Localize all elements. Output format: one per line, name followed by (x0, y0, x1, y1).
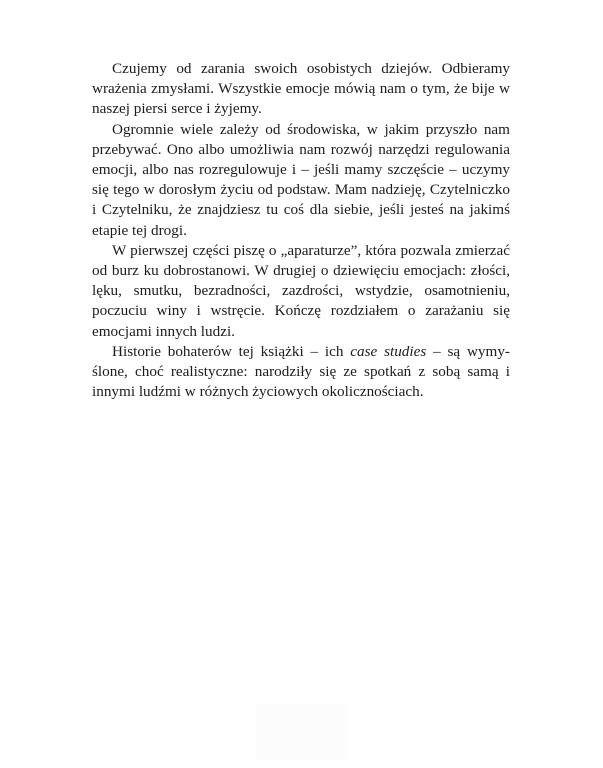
italic-term: case studies (350, 342, 427, 360)
paragraph (92, 241, 510, 342)
page-footer-area (256, 704, 348, 760)
paragraph (92, 120, 510, 241)
paragraph (92, 342, 510, 403)
paragraph-text: – są wymyślone, choć realistyczne: narodziły się ze spotkań z sobą samą i innymi ludźmi w różnych życiowych okolicznościach. (92, 342, 510, 401)
paragraph-text: W pierwszej części piszę o „aparaturze”, która pozwala zmierzać od burz ku dobrostanowi. W drugiej o dziewięciu emocjach: złości, lęku, smutku, bezradności, zazdrości, wstydzie, osamotnieniu, poczuciu winy i wstręcie. Kończę rozdziałem o zarażaniu się emocjami innych ludzi. (92, 241, 510, 340)
paragraph (92, 59, 510, 120)
paragraph-text: Historie bohaterów tej książki – ich (112, 342, 351, 360)
paragraph-text: Ogromnie wiele zależy od środowiska, w jakim przyszło nam przebywać. Ono albo umożliwia nam rozwój narzędzi regulowania emocji, albo nas rozregulowuje i – jeśli mamy szczęście – uczymy się tego w dorosłym życiu od podstaw. Mam nadzieję, Czytelniczko i Czytelniku, że znajdziesz tu coś dla siebie, jeśli jesteś na jakimś etapie tej drogi. (92, 120, 510, 239)
body-text (92, 59, 510, 402)
paragraph-text: Czujemy od zarania swoich osobistych dziejów. Odbieramy wrażenia zmysłami. Wszystkie emocje mówią nam o tym, że bije w naszej piersi serce i żyjemy. (92, 60, 510, 118)
